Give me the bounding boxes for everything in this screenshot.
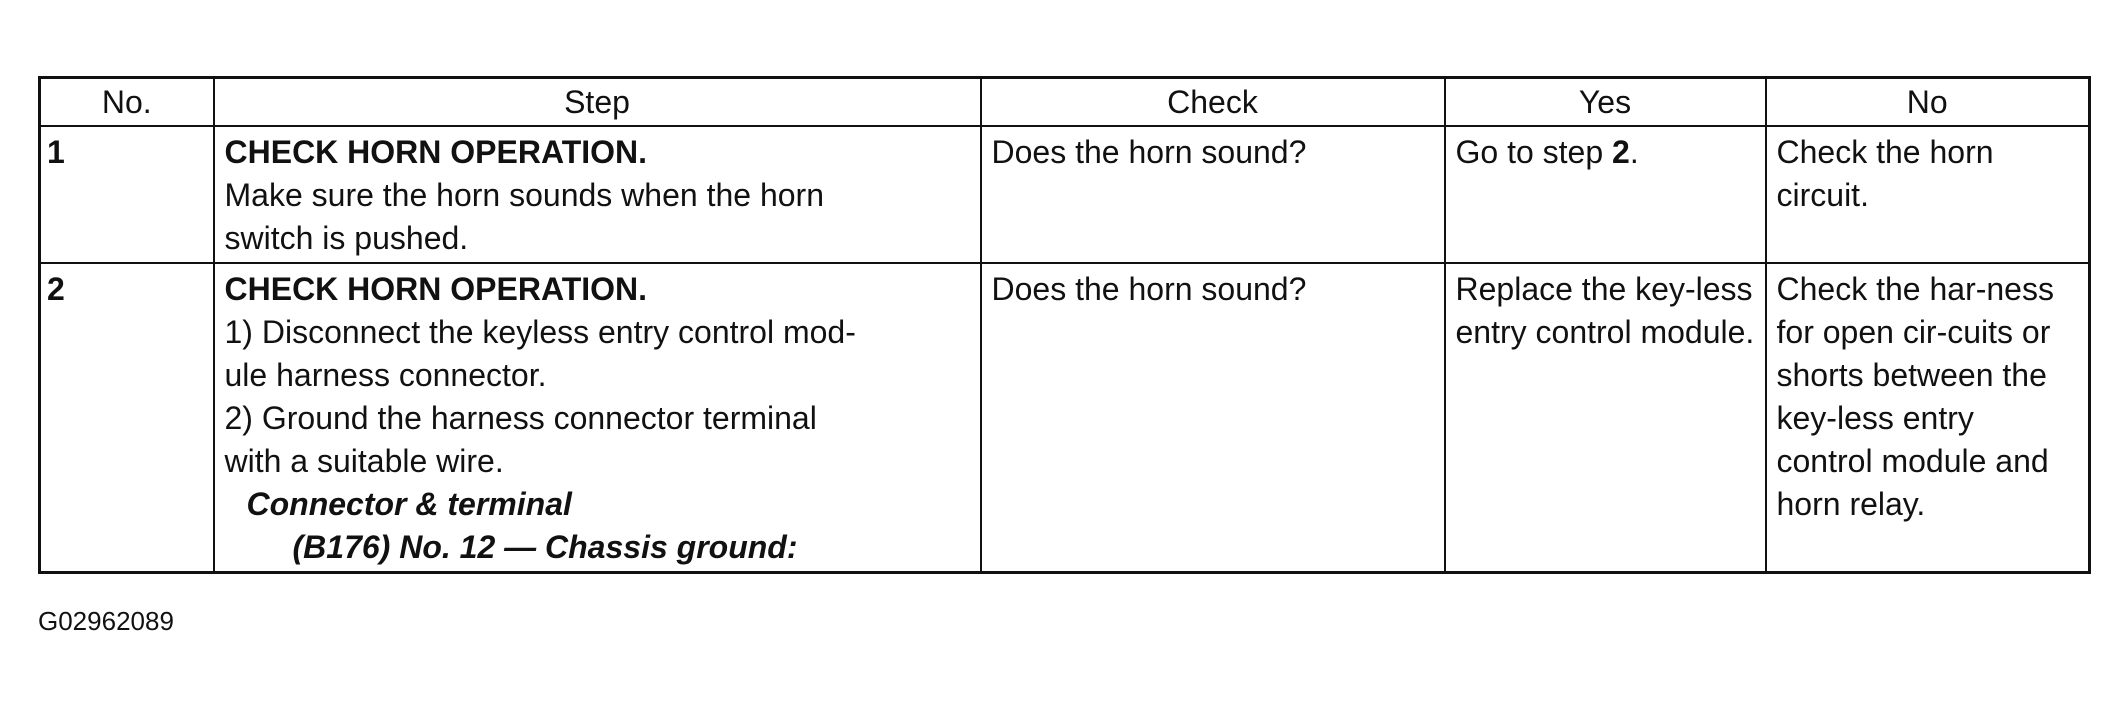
step-title: CHECK HORN OPERATION. [224,134,648,170]
step-line: with a suitable wire. [224,443,504,479]
yes-suffix: . [1629,134,1639,170]
yes-prefix: Go to step [1455,134,1604,170]
table-row [40,263,2090,573]
step-line: 2) Ground the harness connector terminal [224,400,817,436]
header-check: Check [981,78,1445,127]
header-yes: Yes [1445,78,1766,127]
figure-id: G02962089 [38,606,174,636]
step-cell [214,263,981,573]
header-no-result: No [1766,78,2090,127]
diagnostic-table [38,76,2091,574]
step-line: ule harness connector. [224,357,547,393]
no-cell: Check the horn circuit. [1766,126,2090,263]
yes-cell: Replace the key-less entry control module. [1445,263,1766,573]
step-reference: 2 [1612,134,1630,170]
row-number: 1 [40,126,214,263]
yes-cell [1445,126,1766,263]
step-line: switch is pushed. [224,220,469,256]
step-title: CHECK HORN OPERATION. [224,271,648,307]
header-no: No. [40,78,214,127]
step-line: 1) Disconnect the keyless entry control mod- [224,314,856,350]
no-cell: Check the har-ness for open cir-cuits or shorts between the key-less entry control module and horn relay. [1766,263,2090,573]
table-header-row [40,78,2090,127]
spec-label: Connector & terminal [246,486,572,522]
header-step: Step [214,78,981,127]
row-number: 2 [40,263,214,573]
step-line: Make sure the horn sounds when the horn [224,177,824,213]
spec-value: (B176) No. 12 — Chassis ground: [292,529,798,565]
step-cell [214,126,981,263]
check-cell: Does the horn sound? [981,126,1445,263]
check-cell: Does the horn sound? [981,263,1445,573]
table-row [40,126,2090,263]
